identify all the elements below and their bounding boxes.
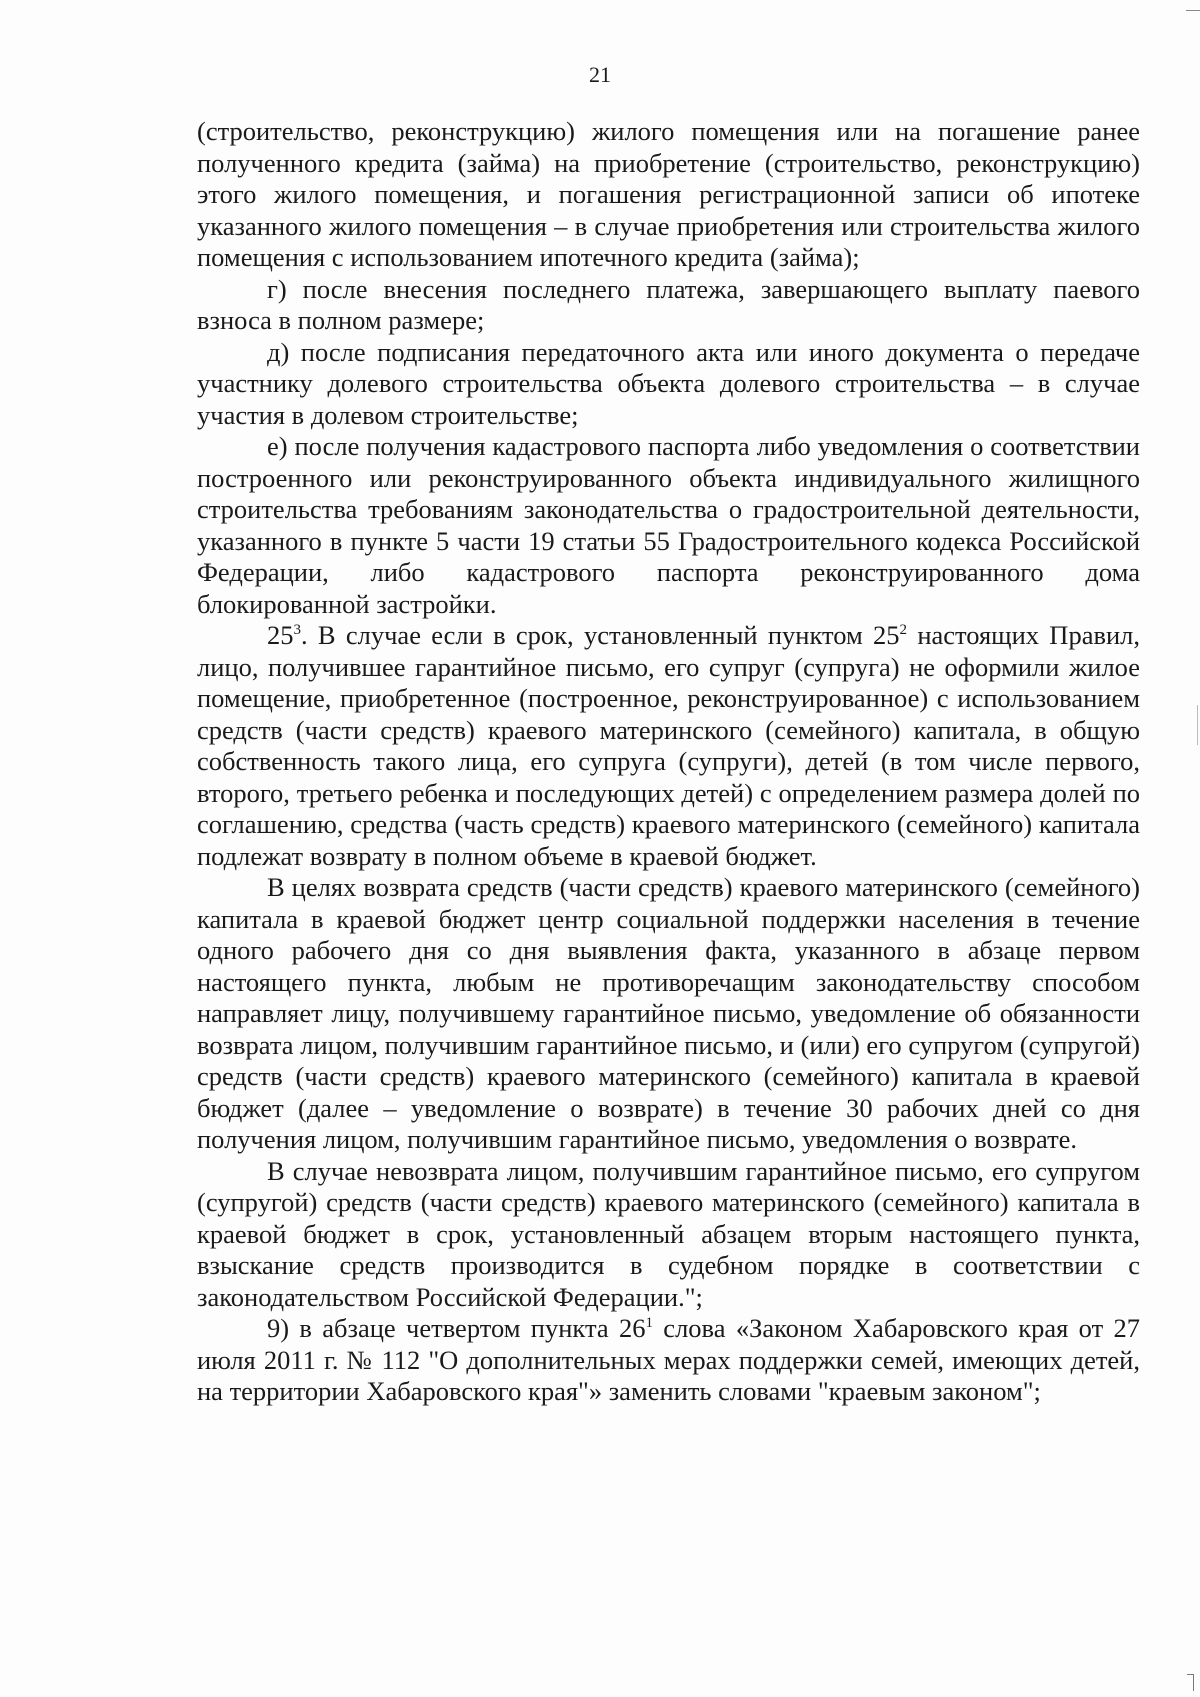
clause-text: настоящих Правил, лицо, получившее гарантийное письмо, его супруг (супруга) не оформили жилое помещение, приобретенное (построенное, реконструированное) с использованием средств (части средств) краевого материнского (семейного) капитала, в общую собственность такого лица, его супруга (супруги), детей (в том числе первого, второго, третьего ребенка и последующих детей) с определением размера долей по соглашению, средства (часть средств) краевого материнского (семейного) капитала подлежат возврату в полном объеме в краевой бюджет. [197,620,1141,871]
paragraph-return-procedure: В целях возврата средств (части средств) краевого материнского (семейного) капитала в краевой бюджет центр социальной поддержки населения в течение одного рабочего дня со дня выявления факта, указанного в абзаце первом настоящего пункта, любым не противоречащим законодательству способом направляет лицу, получившему гарантийное письмо, уведомление об обязанности возврата лицом, получившим гарантийное письмо, и (или) его супругом (супругой) средств (части средств) краевого материнского (семейного) капитала в краевой бюджет (далее – уведомление о возврате) в течение 30 рабочих дней со дня получения лицом, получившим гарантийное письмо, уведомления о возврате. [197,872,1140,1154]
paragraph-subitem-e: е) после получения кадастрового паспорта либо уведомления о соответствии построенного или реконструированного объекта индивидуального жилищного строительства требованиям законодательства о градостроительной деятельности, указанного в пункте 5 части 19 статьи 55 Градостроительного кодекса Российской Федерации, либо кадастрового паспорта реконструированного дома блокированной застройки. [197,431,1140,619]
item-superscript: 1 [645,1315,653,1332]
clause-reference-superscript: 2 [899,622,908,639]
paragraph-item-9 [197,1313,1140,1408]
clause-text: . В случае если в срок, установленный пунктом [301,620,874,650]
paragraph-subitem-d: д) после подписания передаточного акта или иного документа о передаче участнику долевого строительства объекта долевого строительства – в случае участия в долевом строительстве; [197,336,1140,430]
clause-number-superscript: 3 [293,622,301,639]
paragraph-continuation: (строительство, реконструкцию) жилого помещения или на погашение ранее полученного кредита (займа) на приобретение (строительство, реконструкцию) этого жилого помещения, и погашения регистрационной записи об ипотеке указанного жилого помещения – в случае приобретения или строительства жилого помещения с использованием ипотечного кредита (займа); [197,116,1140,272]
item-text: слова «Законом Хабаровского края от 27 июля 2011 г. № 112 "О дополнительных мерах поддержки семей, имеющих детей, на территории Хабаровского края"» заменить словами "краевым законом"; [197,1313,1141,1406]
scan-artifact [1187,1674,1194,1691]
page-number: 21 [589,62,611,87]
paragraph-subitem-g: г) после внесения последнего платежа, завершающего выплату паевого взноса в полном размере; [197,273,1140,335]
scan-artifact [1197,705,1198,745]
document-body [197,116,1140,1408]
clause-reference: 25 [873,620,900,650]
item-text: 9) в абзаце четвертом пункта 26 [267,1313,646,1343]
paragraph-non-return: В случае невозврата лицом, получившим гарантийное письмо, его супругом (супругой) средств (части средств) краевого материнского (семейного) капитала в краевой бюджет в срок, установленный абзацем вторым настоящего пункта, взыскание средств производится в судебном порядке в соответствии с законодательством Российской Федерации."; [197,1155,1140,1312]
clause-number: 25 [267,620,294,650]
scan-artifact [1186,10,1200,11]
paragraph-clause-25-3 [197,620,1140,872]
